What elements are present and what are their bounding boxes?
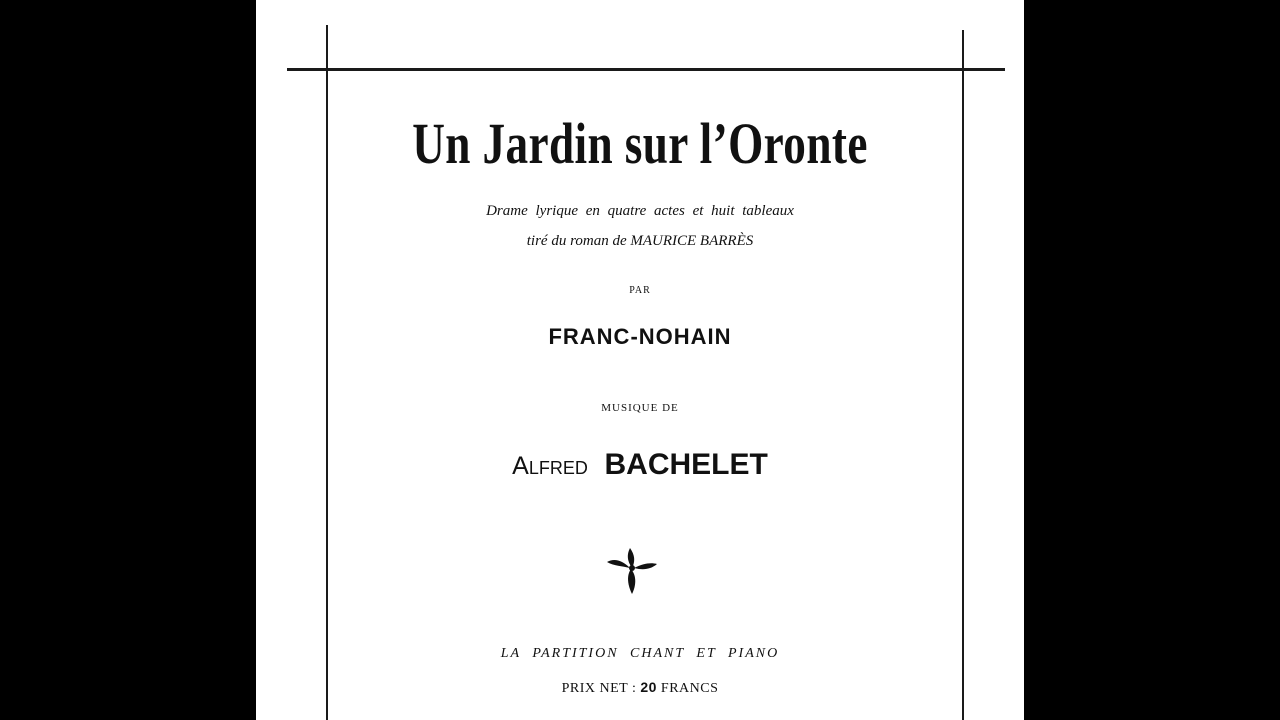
price-amount: 20 bbox=[640, 679, 657, 695]
composer-last-name: BACHELET bbox=[604, 448, 768, 481]
librettist-name: FRANC-NOHAIN bbox=[548, 324, 732, 349]
price-prefix: PRIX NET : bbox=[561, 681, 637, 696]
score-cover-page bbox=[256, 0, 1024, 720]
price-unit: FRANCS bbox=[660, 681, 719, 696]
composer-name bbox=[0, 448, 1280, 482]
floral-ornament-icon bbox=[606, 544, 658, 596]
musique-de-label: MUSIQUE DE bbox=[601, 402, 679, 414]
page-title: Un Jardin sur l’Oronte bbox=[412, 111, 868, 176]
composer-first-name: Alfred bbox=[512, 452, 588, 480]
price-line bbox=[0, 679, 1280, 697]
subtitle-line-1: Drame lyrique en quatre actes et huit tableaux bbox=[486, 203, 794, 219]
subtitle-line-2: tiré du roman de MAURICE BARRÈS bbox=[526, 233, 754, 249]
par-label: PAR bbox=[629, 285, 651, 296]
edition-label: LA PARTITION CHANT ET PIANO bbox=[500, 646, 780, 661]
frame-top-rule bbox=[287, 68, 1005, 71]
